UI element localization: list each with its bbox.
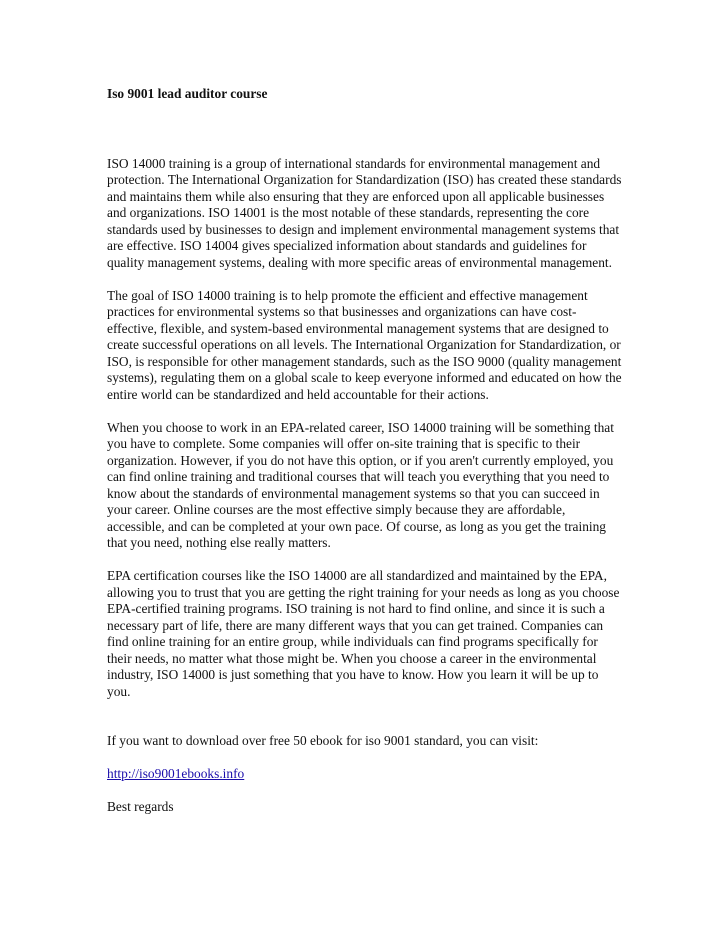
ebooks-link[interactable]: http://iso9001ebooks.info — [107, 766, 245, 781]
download-invite-text: If you want to download over free 50 ebook for iso 9001 standard, you can visit: — [107, 733, 539, 748]
paragraph-4: EPA certification courses like the ISO 14000 are all standardized and maintained by the EPA, allowing you to trust that you are getting the right training for your needs as long as you choose EPA-certified training programs. ISO training is not hard to find online, and since it is such a necessary part of life, there are many different ways that you can get trained. Companies can find online training for an entire group, while individuals can find programs specifically for their needs, no matter what those might be. When you choose a career in the environmental industry, ISO 14000 is just something that you have to know. How you learn it will be up to you. — [107, 568, 620, 699]
closing-text: Best regards — [107, 799, 174, 814]
document-body — [107, 86, 623, 832]
paragraph-2: The goal of ISO 14000 training is to help promote the efficient and effective management practices for environmental systems so that businesses and organizations can have cost-effective, flexible, and system-based environmental management systems that are designed to create successful operations on all levels. The International Organization for Standardization, or ISO, is responsible for other management standards, such as the ISO 9000 (quality management systems), regulating them on a global scale to keep everyone informed and educated on how the entire world can be standardized and held accountable for their actions. — [107, 287, 622, 402]
paragraph-1: ISO 14000 training is a group of international standards for environmental management and protection. The International Organization for Standardization (ISO) has created these standards and maintains them while also ensuring that they are enforced upon all applicable businesses and organizations. ISO 14001 is the most notable of these standards, representing the core standards used by businesses to design and implement environmental management systems that are effective. ISO 14004 gives specialized information about standards and guidelines for quality management systems, dealing with more specific areas of environmental management. — [107, 155, 622, 270]
document-title: Iso 9001 lead auditor course — [107, 86, 268, 101]
paragraph-3: When you choose to work in an EPA-related career, ISO 14000 training will be something that you have to complete. Some companies will offer on-site training that is specific to their organization. However, if you do not have this option, or if you aren't currently employed, you can find online training and traditional courses that will teach you everything that you need to know about the standards of environmental management systems so that you can succeed in your career. Online courses are the most effective simply because they are affordable, accessible, and can be completed at your own pace. Of course, as long as you get the training that you need, nothing else really matters. — [107, 419, 614, 550]
link-paragraph — [107, 766, 623, 783]
